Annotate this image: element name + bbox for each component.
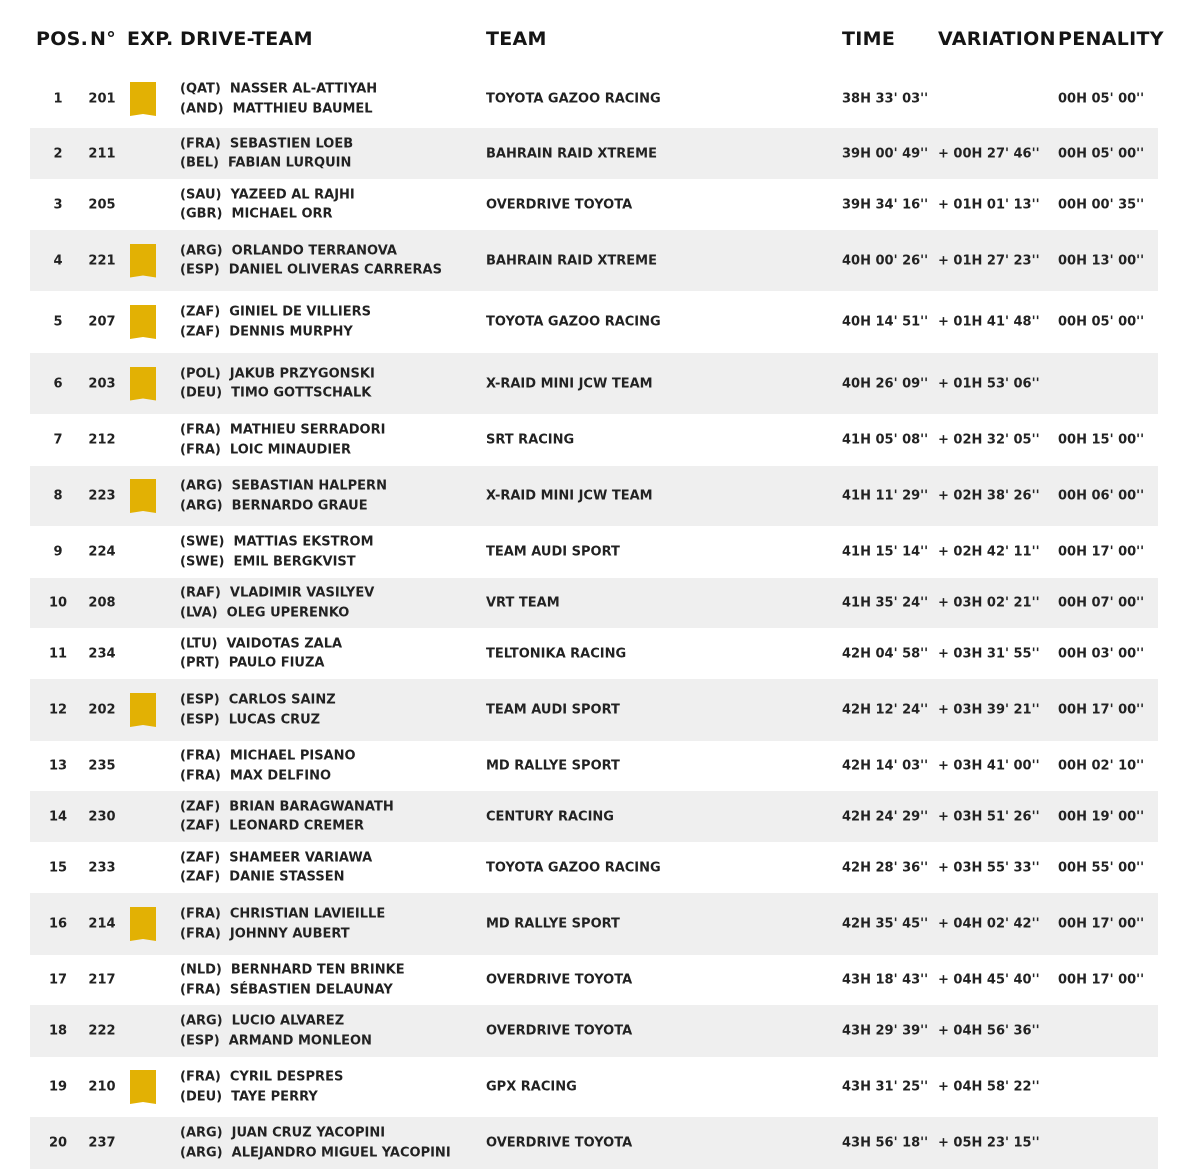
expert-badge-icon [130, 82, 156, 116]
table-row [30, 353, 1158, 414]
team-cell: TOYOTA GAZOO RACING [486, 860, 661, 875]
team-cell: OVERDRIVE TOYOTA [486, 197, 633, 212]
car-number-cell: 233 [88, 860, 116, 875]
drive-team-cell [180, 961, 405, 1000]
drive-team-cell [180, 421, 385, 460]
drive-team-cell [180, 364, 375, 403]
position-cell: 16 [48, 916, 68, 932]
time-cell: 38H 33' 03'' [842, 91, 929, 107]
team-cell: TELTONIKA RACING [486, 646, 627, 661]
table-row [30, 955, 1158, 1005]
car-number-cell: 237 [88, 1135, 116, 1151]
car-number-cell: 202 [88, 702, 116, 718]
table-row [30, 842, 1158, 893]
drive-team-cell [180, 691, 336, 730]
variation-cell: + 03H 41' 00'' [938, 758, 1040, 774]
table-row [30, 741, 1158, 791]
drive-team-cell [180, 634, 342, 673]
penality-cell: 00H 06' 00'' [1058, 488, 1145, 504]
position-cell: 5 [53, 314, 63, 330]
position-cell: 3 [53, 197, 63, 212]
variation-cell: + 03H 51' 26'' [938, 809, 1040, 824]
table-row [30, 628, 1158, 679]
table-row [30, 291, 1158, 353]
time-cell: 41H 15' 14'' [842, 544, 929, 560]
table-row [30, 466, 1158, 526]
driver-name: (FRA) CYRIL DESPRES [180, 1069, 344, 1085]
position-cell: 7 [53, 432, 63, 448]
variation-cell: + 01H 53' 06'' [938, 376, 1040, 391]
penality-cell: 00H 17' 00'' [1058, 972, 1145, 988]
table-row [30, 526, 1158, 578]
car-number-cell: 222 [88, 1023, 116, 1039]
team-cell: TEAM AUDI SPORT [486, 544, 620, 560]
position-cell: 9 [53, 544, 63, 560]
car-number-cell: 212 [88, 432, 116, 448]
car-number-cell: 217 [88, 972, 116, 988]
penality-cell: 00H 05' 00'' [1058, 314, 1145, 330]
penality-cell: 00H 19' 00'' [1058, 809, 1145, 824]
penality-cell: 00H 03' 00'' [1058, 646, 1145, 661]
driver-name: (ARG) ORLANDO TERRANOVA [180, 243, 397, 258]
time-cell: 42H 24' 29'' [842, 809, 929, 824]
penality-cell: 00H 17' 00'' [1058, 544, 1145, 560]
position-cell: 6 [53, 376, 63, 391]
driver-name: (SWE) MATTIAS EKSTROM [180, 534, 374, 550]
time-cell: 43H 18' 43'' [842, 972, 929, 988]
codriver-name: (FRA) JOHNNY AUBERT [180, 926, 350, 941]
penality-cell: 00H 17' 00'' [1058, 916, 1145, 932]
table-row [30, 893, 1158, 955]
table-row [30, 1057, 1158, 1117]
team-cell: VRT TEAM [486, 595, 560, 611]
driver-name: (ARG) SEBASTIAN HALPERN [180, 478, 387, 494]
expert-badge-icon [130, 305, 156, 339]
table-row [30, 578, 1158, 628]
table-row [30, 1117, 1158, 1169]
time-cell: 39H 00' 49'' [842, 146, 929, 161]
header-penality: PENALITY [1058, 28, 1164, 50]
driver-name: (FRA) CHRISTIAN LAVIEILLE [180, 906, 386, 922]
penality-cell: 00H 02' 10'' [1058, 758, 1145, 774]
drive-team-cell [180, 848, 372, 887]
team-cell: SRT RACING [486, 432, 575, 448]
position-cell: 20 [48, 1135, 68, 1151]
position-cell: 2 [53, 146, 63, 161]
table-row [30, 679, 1158, 741]
header-variation: VARIATION [938, 28, 1056, 50]
variation-cell: + 00H 27' 46'' [938, 146, 1040, 161]
drive-team-cell [180, 80, 377, 119]
driver-name: (POL) JAKUB PRZYGONSKI [180, 366, 375, 381]
team-cell: MD RALLYE SPORT [486, 916, 620, 932]
expert-badge-icon [130, 244, 156, 278]
codriver-name: (AND) MATTHIEU BAUMEL [180, 101, 373, 116]
time-cell: 40H 14' 51'' [842, 314, 929, 330]
codriver-name: (DEU) TAYE PERRY [180, 1089, 318, 1104]
penality-cell: 00H 00' 35'' [1058, 197, 1145, 212]
codriver-name: (GBR) MICHAEL ORR [180, 206, 333, 222]
drive-team-cell [180, 905, 385, 944]
driver-name: (NLD) BERNHARD TEN BRINKE [180, 962, 405, 978]
codriver-name: (BEL) FABIAN LURQUIN [180, 155, 352, 171]
header-pos: POS. [36, 28, 89, 50]
penality-cell: 00H 13' 00'' [1058, 253, 1145, 268]
variation-cell: + 01H 41' 48'' [938, 314, 1040, 330]
team-cell: MD RALLYE SPORT [486, 758, 620, 774]
position-cell: 10 [48, 595, 68, 611]
codriver-name: (ZAF) DENNIS MURPHY [180, 324, 353, 339]
codriver-name: (SWE) EMIL BERGKVIST [180, 554, 356, 569]
drive-team-cell [180, 134, 353, 173]
team-cell: TEAM AUDI SPORT [486, 702, 620, 718]
table-header [0, 28, 1200, 58]
drive-team-cell [180, 1012, 372, 1051]
variation-cell: + 02H 42' 11'' [938, 544, 1040, 560]
expert-badge-icon [130, 693, 156, 727]
expert-badge-icon [130, 1070, 156, 1104]
penality-cell: 00H 55' 00'' [1058, 860, 1145, 875]
time-cell: 39H 34' 16'' [842, 197, 929, 212]
car-number-cell: 205 [88, 197, 116, 212]
team-cell: OVERDRIVE TOYOTA [486, 1023, 633, 1039]
table-row [30, 128, 1158, 179]
header-number: N° [90, 28, 117, 50]
driver-name: (RAF) VLADIMIR VASILYEV [180, 585, 375, 601]
position-cell: 19 [48, 1079, 68, 1095]
driver-name: (LTU) VAIDOTAS ZALA [180, 636, 343, 651]
codriver-name: (ARG) BERNARDO GRAUE [180, 498, 368, 513]
variation-cell: + 04H 02' 42'' [938, 916, 1040, 932]
driver-name: (FRA) SEBASTIEN LOEB [180, 136, 354, 151]
variation-cell: + 03H 02' 21'' [938, 595, 1040, 611]
table-row [30, 70, 1158, 128]
car-number-cell: 235 [88, 758, 116, 774]
position-cell: 1 [53, 91, 63, 107]
position-cell: 4 [53, 253, 63, 268]
car-number-cell: 214 [88, 916, 116, 932]
drive-team-cell [180, 303, 371, 342]
codriver-name: (PRT) PAULO FIUZA [180, 655, 325, 671]
car-number-cell: 201 [88, 91, 116, 107]
position-cell: 12 [48, 702, 68, 718]
penality-cell: 00H 05' 00'' [1058, 146, 1145, 161]
drive-team-cell [180, 1068, 343, 1107]
drive-team-cell [180, 241, 442, 280]
codriver-name: (ESP) LUCAS CRUZ [180, 712, 321, 727]
header-drive-team: DRIVE-TEAM [180, 28, 313, 50]
driver-name: (ARG) JUAN CRUZ YACOPINI [180, 1125, 386, 1141]
variation-cell: + 04H 56' 36'' [938, 1023, 1040, 1039]
variation-cell: + 02H 38' 26'' [938, 488, 1040, 504]
team-cell: TOYOTA GAZOO RACING [486, 314, 661, 330]
driver-name: (SAU) YAZEED AL RAJHI [180, 187, 355, 202]
table-row [30, 414, 1158, 466]
team-cell: BAHRAIN RAID XTREME [486, 146, 657, 161]
team-cell: X-RAID MINI JCW TEAM [486, 376, 653, 391]
time-cell: 43H 31' 25'' [842, 1079, 929, 1095]
team-cell: TOYOTA GAZOO RACING [486, 91, 661, 107]
car-number-cell: 223 [88, 488, 116, 504]
team-cell: X-RAID MINI JCW TEAM [486, 488, 653, 504]
drive-team-cell [180, 584, 374, 623]
variation-cell: + 03H 55' 33'' [938, 860, 1040, 875]
table-row [30, 230, 1158, 291]
variation-cell: + 04H 45' 40'' [938, 972, 1040, 988]
car-number-cell: 210 [88, 1079, 116, 1095]
time-cell: 42H 12' 24'' [842, 702, 929, 718]
variation-cell: + 02H 32' 05'' [938, 432, 1040, 448]
table-row [30, 791, 1158, 842]
expert-badge-icon [130, 367, 156, 401]
car-number-cell: 207 [88, 314, 116, 330]
driver-name: (ARG) LUCIO ALVAREZ [180, 1013, 345, 1029]
drive-team-cell [180, 533, 374, 572]
penality-cell: 00H 07' 00'' [1058, 595, 1145, 611]
time-cell: 42H 28' 36'' [842, 860, 929, 875]
variation-cell: + 05H 23' 15'' [938, 1135, 1040, 1151]
driver-name: (ZAF) SHAMEER VARIAWA [180, 850, 373, 865]
position-cell: 11 [48, 646, 68, 661]
codriver-name: (LVA) OLEG UPERENKO [180, 605, 350, 620]
variation-cell: + 01H 27' 23'' [938, 253, 1040, 268]
variation-cell: + 03H 39' 21'' [938, 702, 1040, 718]
codriver-name: (FRA) LOIC MINAUDIER [180, 442, 352, 457]
time-cell: 41H 35' 24'' [842, 595, 929, 611]
drive-team-cell [180, 477, 387, 516]
car-number-cell: 234 [88, 646, 116, 661]
position-cell: 15 [48, 860, 68, 875]
team-cell: GPX RACING [486, 1079, 577, 1095]
position-cell: 8 [53, 488, 63, 504]
driver-name: (ZAF) GINIEL DE VILLIERS [180, 304, 371, 320]
position-cell: 18 [48, 1023, 68, 1039]
codriver-name: (FRA) MAX DELFINO [180, 768, 332, 783]
car-number-cell: 230 [88, 809, 116, 824]
time-cell: 40H 00' 26'' [842, 253, 929, 268]
codriver-name: (ZAF) LEONARD CREMER [180, 818, 365, 834]
team-cell: CENTURY RACING [486, 809, 614, 824]
driver-name: (ZAF) BRIAN BARAGWANATH [180, 799, 394, 814]
table-row [30, 179, 1158, 230]
time-cell: 41H 11' 29'' [842, 488, 929, 504]
header-exp: EXP. [127, 28, 174, 50]
driver-name: (FRA) MICHAEL PISANO [180, 748, 356, 764]
variation-cell: + 01H 01' 13'' [938, 197, 1040, 212]
time-cell: 43H 29' 39'' [842, 1023, 929, 1039]
car-number-cell: 208 [88, 595, 116, 611]
drive-team-cell [180, 1124, 451, 1163]
expert-badge-icon [130, 907, 156, 941]
driver-name: (QAT) NASSER AL-ATTIYAH [180, 81, 378, 97]
codriver-name: (ZAF) DANIE STASSEN [180, 869, 345, 885]
team-cell: OVERDRIVE TOYOTA [486, 972, 633, 988]
codriver-name: (ESP) ARMAND MONLEON [180, 1033, 372, 1048]
drive-team-cell [180, 797, 394, 836]
codriver-name: (ARG) ALEJANDRO MIGUEL YACOPINI [180, 1145, 451, 1160]
team-cell: BAHRAIN RAID XTREME [486, 253, 657, 268]
position-cell: 17 [48, 972, 68, 988]
time-cell: 40H 26' 09'' [842, 376, 929, 391]
penality-cell: 00H 05' 00'' [1058, 91, 1145, 107]
time-cell: 43H 56' 18'' [842, 1135, 929, 1151]
table-row [30, 1005, 1158, 1057]
team-cell: OVERDRIVE TOYOTA [486, 1135, 633, 1151]
expert-badge-icon [130, 479, 156, 513]
time-cell: 41H 05' 08'' [842, 432, 929, 448]
drive-team-cell [180, 747, 356, 786]
penality-cell: 00H 15' 00'' [1058, 432, 1145, 448]
time-cell: 42H 04' 58'' [842, 646, 929, 661]
position-cell: 13 [48, 758, 68, 774]
driver-name: (FRA) MATHIEU SERRADORI [180, 422, 386, 438]
car-number-cell: 203 [88, 376, 116, 391]
codriver-name: (FRA) SÉBASTIEN DELAUNAY [180, 982, 393, 997]
car-number-cell: 221 [88, 253, 116, 268]
penality-cell: 00H 17' 00'' [1058, 702, 1145, 718]
driver-name: (ESP) CARLOS SAINZ [180, 692, 336, 708]
car-number-cell: 211 [88, 146, 116, 161]
position-cell: 14 [48, 809, 68, 824]
drive-team-cell [180, 185, 355, 224]
header-time: TIME [842, 28, 896, 50]
time-cell: 42H 35' 45'' [842, 916, 929, 932]
variation-cell: + 03H 31' 55'' [938, 646, 1040, 661]
variation-cell: + 04H 58' 22'' [938, 1079, 1040, 1095]
car-number-cell: 224 [88, 544, 116, 560]
codriver-name: (ESP) DANIEL OLIVERAS CARRERAS [180, 262, 442, 278]
time-cell: 42H 14' 03'' [842, 758, 929, 774]
header-team: TEAM [486, 28, 547, 50]
codriver-name: (DEU) TIMO GOTTSCHALK [180, 385, 372, 401]
